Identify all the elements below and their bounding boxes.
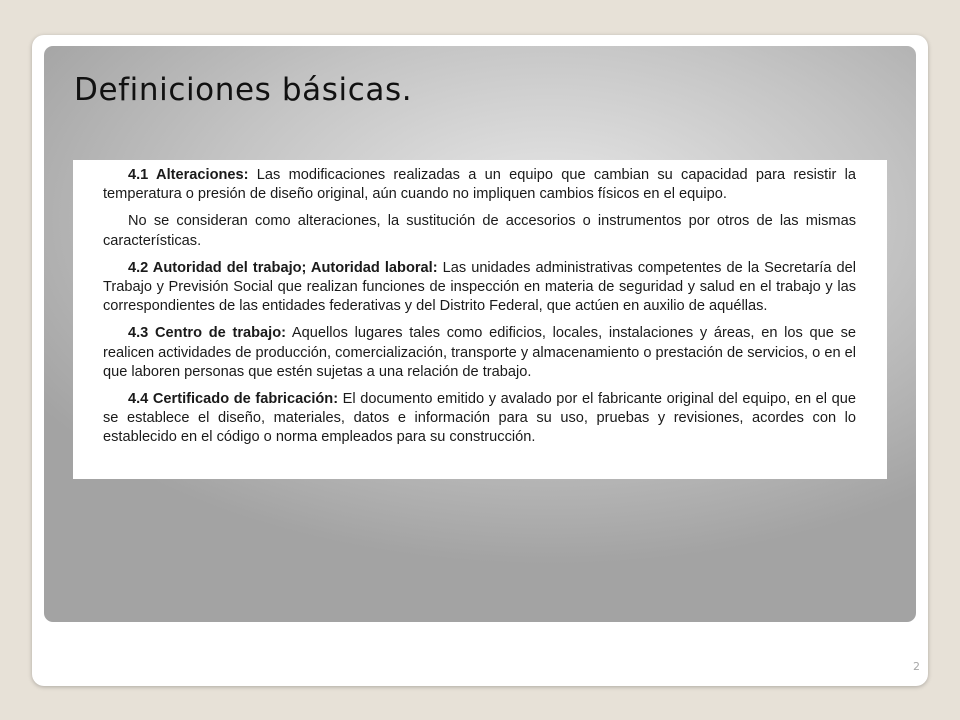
page-number: 2 <box>913 660 920 673</box>
definition-term: 4.3 Centro de trabajo: <box>128 325 287 342</box>
definition-alteraciones <box>103 166 856 204</box>
definition-text: El documento emitido y avalado por el fabricante original del equipo, en el que se establece el diseño, materiales, datos e información para su uso, pruebas y revisiones, acordes con lo establecido en el código o norma empleados para su construcción. <box>103 391 856 446</box>
definition-centro-de-trabajo <box>103 324 856 382</box>
definition-certificado-de-fabricacion <box>103 390 856 448</box>
definition-text: Las unidades administrativas competentes de la Secretaría del Trabajo y Previsión Social que realizan funciones de inspección en materia de seguridad y salud en el trabajo y las correspondientes de las entidades federativas y del Distrito Federal, que actúen en auxilio de aquéllas. <box>103 259 856 315</box>
definitions-document <box>73 160 887 479</box>
definition-text: Las modificaciones realizadas a un equipo que cambian su capacidad para resistir la temperatura o presión de diseño original, aún cuando no impliquen cambios físicos en el equipo. <box>103 167 856 203</box>
definition-term: 4.2 Autoridad del trabajo; Autoridad laboral: <box>128 259 438 276</box>
definition-text: No se consideran como alteraciones, la sustitución de accesorios o instrumentos por otros de las mismas características. <box>103 213 856 249</box>
definition-term: 4.4 Certificado de fabricación: <box>128 391 339 408</box>
slide-title: Definiciones básicas. <box>74 72 413 108</box>
definition-alteraciones-note <box>103 212 856 250</box>
definition-autoridad-del-trabajo <box>103 259 856 317</box>
definition-text: Aquellos lugares tales como edificios, locales, instalaciones y áreas, en los que se realicen actividades de producción, comercialización, transporte y almacenamiento o prestación de servicios, o en el que laboren personas que estén sujetas a una relación de trabajo. <box>103 325 856 380</box>
definition-term: 4.1 Alteraciones: <box>128 167 249 183</box>
